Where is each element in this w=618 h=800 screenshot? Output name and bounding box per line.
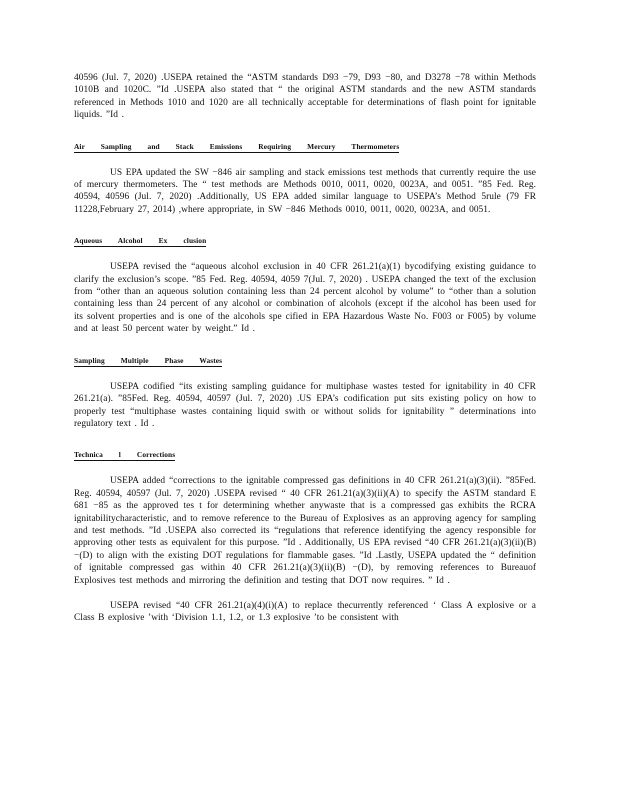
section-heading-technical-corrections	[74, 444, 536, 462]
technical-corrections-text: USEPA added “corrections to the ignitable compressed gas definitions in 40 CFR 261.21(a)(3)(ii). ”85Fed. Reg. 40594, 40597 (Jul. 7, 2020) .USEPA revised “ 40 CFR 261.21(a)(3)(ii)(A) to specify the ASTM standard E 681 −85 as the approved tes t for determining whether anywaste that is a compressed gas exhibits the RCRA ignitabilitycharacteristic, and to remove reference to the Bureau of Explosives as an approving agency for sampling and test methods. ”Id .USEPA also corrected its “regulations that reference identifying the agency responsible for approving other tests as equivalent for this purpose. ”Id . Additionally, US EPA revised “40 CFR 261.21(a)(3)(ii)(B) −(D) to align with the existing DOT regulations for flammable gases. ”Id .Lastly, USEPA updated the “ definition of ignitable compressed gas within 40 CFR 261.21(a)(3)(ii)(B) −(D), by removing references to Bureauof Explosives test methods and mirroring the definition and testing that DOT now requires. ” Id .	[74, 476, 536, 586]
sampling-multiple-text: USEPA codified “its existing sampling guidance for multiphase wastes tested for ignitability in 40 CFR 261.21(a). ”85Fed. Reg. 40594, 40597 (Jul. 7, 2020) .US EPA’s codification put sits existing policy on how to properly test “multiphase wastes containing liquid swith or without solids for ignitability ” determinations into regulatory text . Id .	[74, 381, 536, 429]
document-page	[74, 72, 536, 625]
technical-corrections-paragraph	[74, 475, 536, 587]
air-sampling-paragraph	[74, 167, 536, 217]
heading-air-sampling: Air Sampling and Stack Emissions Requiring Mercury Thermometers	[74, 141, 400, 151]
section-heading-aqueous-alcohol	[74, 230, 536, 248]
aqueous-alcohol-text: USEPA revised the “aqueous alcohol exclusion in 40 CFR 261.21(a)(1) bycodifying existing guidance to clarify the exclusion’s scope. ”85 Fed. Reg. 40594, 4059 7(Jul. 7, 2020) . USEPA changed the text of the exclusion from “other than an aqueous solution containing less than 24 percent alcohol by volume” to “other than a solution containing less than 24 percent of any alcohol or combination of alcohols (except if the alcohol has been used for its solvent properties and is one of the alcohols spe cified in EPA Hazardous Waste No. F003 or F005) by volume and at least 50 percent water by weight.” Id .	[74, 262, 536, 335]
heading-aqueous-alcohol: Aqueous Alcohol Ex clusion	[74, 236, 207, 246]
heading-technical-corrections: Technica l Corrections	[74, 450, 176, 460]
heading-sampling-multiple: Sampling Multiple Phase Wastes	[74, 355, 223, 365]
section-heading-air-sampling	[74, 136, 536, 154]
section-heading-sampling-multiple	[74, 350, 536, 368]
class-a-text: USEPA revised “40 CFR 261.21(a)(4)(i)(A) to replace thecurrently referenced ‘ Class A explosive or a Class B explosive ’with ‘Division 1.1, 1.2, or 1.3 explosive ’to be consistent with	[74, 600, 536, 624]
class-a-paragraph	[74, 600, 536, 625]
sampling-multiple-paragraph	[74, 381, 536, 431]
air-sampling-text: US EPA updated the SW −846 air sampling and stack emissions test methods that currently require the use of mercury thermometers. The “ test methods are Methods 0010, 0011, 0020, 0023A, and 0051. ”85 Fed. Reg. 40594, 40596 (Jul. 7, 2020) .Additionally, US EPA added similar language to USEPA’s Method 5rule (79 FR 11228,February 27, 2014) ,where appropriate, in SW −846 Methods 0010, 0011, 0020, 0023A, and 0051.	[74, 167, 536, 215]
intro-paragraph: 40596 (Jul. 7, 2020) .USEPA retained the “ASTM standards D93 −79, D93 −80, and D3278 −78 within Methods 1010B and 1020C. ”Id .USEPA also stated that “ the original ASTM standards and the new ASTM standards referenced in Methods 1010 and 1020 are all technically acceptable for determinations of flash point for ignitable liquids. ”Id .	[74, 73, 536, 121]
aqueous-alcohol-paragraph	[74, 261, 536, 335]
